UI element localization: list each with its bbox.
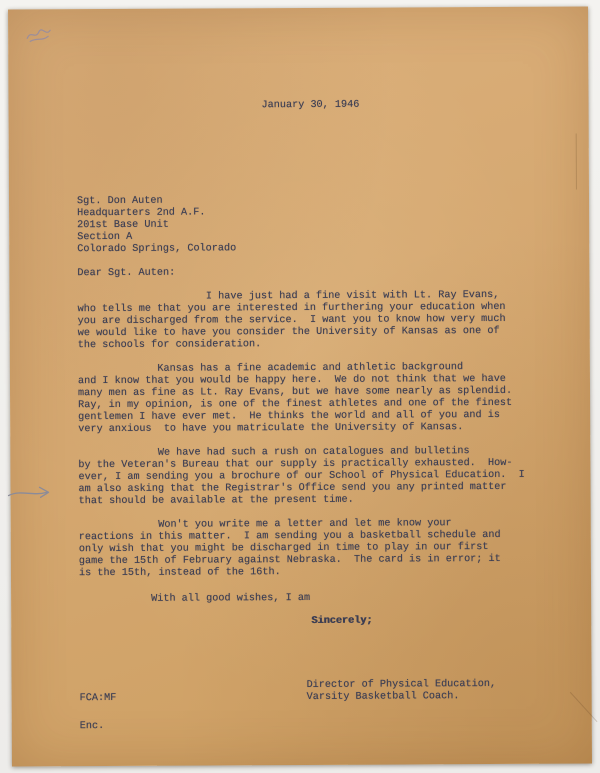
letter-paper [8,6,592,766]
letter-content [8,6,592,766]
letter-paragraph: Kansas has a fine academic and athletic background and I know that you would be happy here. We do not think that we have many men as fine as Lt. Ray Evans, but we have some nearly as splendid. Ray, in my opinion, is one of the finest athletes and one of the finest gentlemen I have ever met. He thinks the world and all of you and is very anxious to have you matriculate the University of Kansas. [77,362,513,436]
letter-paragraph: Won't you write me a letter and let me know your reactions in this matter. I am sending you a basketball schedule and only wish that you might be discharged in time to play in our first game the 15th of February against Nebraska. The card is in error; it is the 15th, instead of the 16th. [78,518,501,580]
letter-paragraph: I have just had a fine visit with Lt. Ray Evans, who tells me that you are interested in furthering your education when you are discharged from the service. I want you to know how very much we would like to have you consider the University of Kansas as one of the schools for consideration. [77,289,506,352]
letter-paragraph: We have had such a rush on catalogues and bulletins by the Veteran's Bureau that our supply is practically exhausted. How- ever, I am sending you a brochure of our School of Physical Education. I am also asking that the Registrar's Office send you any printed matter that should be available at the present time. [78,446,525,508]
signature-block: Director of Physical Education, Varsity Basketball Coach. [306,678,497,703]
enclosure-note: Enc. [79,721,105,733]
salutation: Dear Sgt. Auten: [77,267,176,280]
signoff: Sincerely; [311,615,373,627]
recipient-address: Sgt. Don Auten Headquarters 2nd A.F. 201st Base Unit Section A Colorado Springs, Colorado [77,195,237,256]
letter-date: January 30, 1946 [261,99,360,112]
typist-initials: FCA:MF [79,692,117,705]
closing-line: With all good wishes, I am [151,592,311,605]
